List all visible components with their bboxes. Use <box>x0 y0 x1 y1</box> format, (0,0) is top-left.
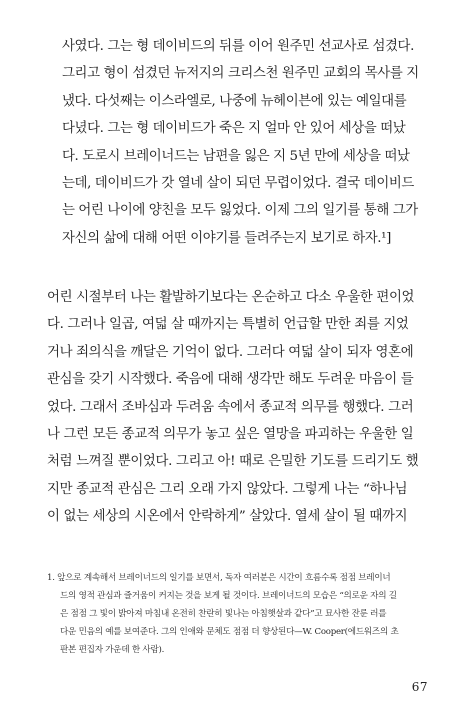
body-line: 지만 종교적 관심은 그리 오래 가지 않았다. 그렇게 나는 “하나님 <box>47 481 408 497</box>
intro-line: 는 어린 나이에 양친을 모두 잃었다. 이제 그의 일기를 통해 그가 <box>62 203 418 219</box>
footnote-line: 은 점점 그 빛이 밝아져 마침내 온전히 찬란히 빛나는 아침햇살과 같다”고 묘사한 잔룬 러를 <box>60 609 387 619</box>
intro-line: 그리고 형이 섬겼던 뉴저지의 크리스천 원주민 교회의 목사를 지 <box>62 66 419 82</box>
intro-line: 냈다. 다섯째는 이스라엘로, 나중에 뉴헤이븐에 있는 예일대를 <box>62 93 407 109</box>
footnote-line: 판본 편집자 가운데 한 사람). <box>60 645 165 655</box>
intro-line: 다녔다. 그는 형 데이비드가 죽은 지 얼마 안 있어 세상을 떠났 <box>62 121 406 137</box>
body-line: 어린 시절부터 나는 활발하기보다는 온순하고 다소 우울한 편이었 <box>47 290 415 305</box>
footnote-line: 다운 민음의 예를 보여준다. 그의 인애와 문체도 점점 더 향상된다—W. Cooper(에드워즈의 초 <box>60 627 399 637</box>
footnote <box>47 569 428 659</box>
body-line: 거나 죄의식을 깨달은 기억이 없다. 그러다 여덟 살이 되자 영혼에 <box>47 344 414 360</box>
body-line: 다. 그러나 일곱, 여덟 살 때까지는 특별히 언급할 만한 죄를 지었 <box>47 317 409 333</box>
page-number: 67 <box>411 680 428 694</box>
body-line: 이 없는 세상의 시온에서 안락하게” 살았다. 열세 살이 될 때까지 <box>47 509 408 525</box>
body-line: 관심을 갖기 시작했다. 죽음에 대해 생각만 해도 두려운 마음이 들 <box>47 372 414 388</box>
intro-line: 다. 도로시 브레이너드는 남편을 잃은 지 5년 만에 세상을 떠났 <box>62 148 410 164</box>
footnote-line: 드의 영적 관심과 즐거움이 커지는 것을 보게 될 것이다. 브레이너드의 모습은 “의로운 자의 길 <box>60 591 397 601</box>
intro-line: 자신의 삶에 대해 어떤 이야기를 들려주는지 보기로 하자.¹] <box>62 230 391 246</box>
body-line: 처럼 느껴질 뿐이었다. 그리고 아! 때로 은밀한 기도를 드리기도 했 <box>47 454 419 470</box>
body-paragraph <box>47 284 428 531</box>
footnote-line: 1. 앞으로 계속해서 브레이너드의 일기를 보면서, 독자 여러분은 시간이 흐름수록 점점 브레이너 <box>47 573 391 583</box>
intro-line: 는데, 데이비드가 갓 열네 살이 되던 무렵이었다. 결국 데이비드 <box>62 175 414 191</box>
body-line: 나 그런 모든 종교적 의무가 놓고 싶은 열망을 파괴하는 우울한 일 <box>47 426 414 442</box>
body-line: 었다. 그래서 조바심과 두려움 속에서 종교적 의무를 행했다. 그러 <box>47 399 414 415</box>
intro-line: 사였다. 그는 형 데이비드의 뒤를 이어 원주민 선교사로 섬겼다. <box>62 39 414 54</box>
intro-paragraph <box>62 33 428 252</box>
